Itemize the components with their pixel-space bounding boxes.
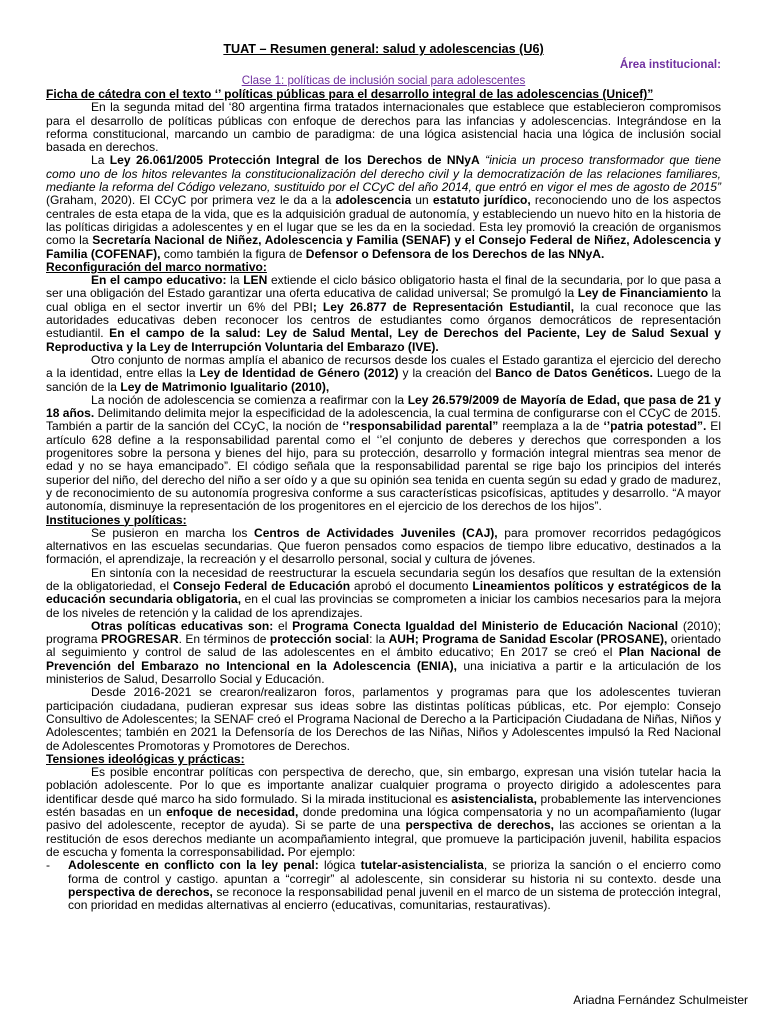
paragraph-2: La Ley 26.061/2005 Protección Integral de los Derechos de NNyA “inicia un proceso transformador que tiene como uno de los hitos relevantes la constitucionalización del derecho civil y la democratización de las relaciones familiares, mediante la reforma del Código velezano, sustituido por el CCyC del año 2014, que entró en vigor el mes de agosto de 2015” (Graham, 2020). El CCyC por primera vez le da a la adolescencia un estatuto jurídico, reconociendo uno de los aspectos centrales de esta etapa de la vida, que es la adquisición gradual de autonomía, y estableciendo un nuevo hito en la historia de las políticas dirigidas a adolescentes y en el lugar que se les da en la sociedad. Esta ley promovió la creación de organismos como la Secretaría Nacional de Niñez, Adolescencia y Familia (SENAF) y el Consejo Federal de Niñez, Adolescencia y Familia (COFENAF), como también la figura de Defensor o Defensora de los Derechos de las NNyA. [46, 153, 721, 261]
paragraph-8: Otras políticas educativas son: el Programa Conecta Igualdad del Ministerio de Educación Nacional (2010); programa PROGRESAR. En términos de protección social: la AUH; Programa de Sanidad Escolar (PROSANE), orientado al seguimiento y control de salud de las adolescentes en el ámbito educativo; En 2017 se creó el Plan Nacional de Prevención del Embarazo no Intencional en la Adolescencia (ENIA), una iniciativa a partir e la articulación de los ministerios de Salud, Desarrollo Social y Educación. [46, 618, 721, 687]
list-item [46, 859, 721, 912]
paragraph-9: Desde 2016-2021 se crearon/realizaron foros, parlamentos y programas para que los adolescentes tuvieran participación ciudadana, pudieran expresar sus ideas sobre las distintas políticas públicas, etc. Por ejemplo: Consejo Consultivo de Adolescentes; la SENAF creó el Programa Nacional de Derecho a la Participación Ciudadana de Niñas, Niños y Adolescentes; también en 2021 la Defensoría de los Derechos de las Niñas, Niños y Adolescentes impulsó la Red Nacional de Adolescentes Promotoras y Promotores de Derechos. [46, 685, 721, 753]
document-page [46, 40, 721, 912]
bullet-text: Adolescente en conflicto con la ley penal: lógica tutelar-asistencialista, se prioriza la sanción o el encierro como forma de control y castigo. apuntan a “corregir” al adolescente, sin considerar su historia ni su contexto. desde una perspectiva de derechos, se reconoce la responsabilidad penal juvenil en el marco de un sistema de protección integral, con prioridad en medidas alternativas al encierro (educativas, comunitarias, restaurativas). [68, 858, 722, 913]
author-footer: Ariadna Fernández Schulmeister [573, 993, 748, 1007]
paragraph-10: Es posible encontrar políticas con perspectiva de derecho, que, sin embargo, expresan una visión tutelar hacia la población adolescente. Por lo que es importante analizar cualquier programa o proyecto dirigido a adolescentes para identificar desde qué marco ha sido formulado. Si la mirada institucional es asistencialista, probablemente las intervenciones estén basadas en un enfoque de necesidad, donde predomina una lógica compensatoria y no un acompañamiento (lugar pasivo del adolescente, receptor de ayuda). Si se parte de una perspectiva de derechos, las acciones se orientan a la restitución de esos derechos mediante un acompañamiento integral, que promueve la participación juvenil, habilita espacios de escucha y fomenta la corresponsabilidad. Por ejemplo: [46, 765, 721, 859]
heading-instituciones: Instituciones y políticas: [46, 512, 187, 527]
paragraph-4: Otro conjunto de normas amplía el abanico de recursos desde los cuales el Estado garantiza el ejercicio del derecho a la identidad, entre ellas la Ley de Identidad de Género (2012) y la creación del Banco de Datos Genéticos. Luego de la sanción de la Ley de Matrimonio Igualitario (2010), [46, 352, 722, 394]
paragraph-1: En la segunda mitad del ‘80 argentina firma tratados internacionales que establece que establecieron compromisos para el desarrollo de políticas públicas con enfoque de derechos para las infancias y adolescencias. Integrándose en la reforma constitucional, marcando un cambio de paradigma: de una lógica asistencial hacia una lógica de inclusión social basada en derechos. [46, 100, 721, 155]
class-subtitle: Clase 1: políticas de inclusión social para adolescentes [241, 74, 526, 87]
area-label: Área institucional: [619, 58, 721, 71]
bullet-dash: - [46, 858, 51, 873]
document-title: TUAT – Resumen general: salud y adolescencias (U6) [223, 42, 544, 56]
heading-reconfiguracion: Reconfiguración del marco normativo: [46, 259, 267, 274]
paragraph-5: La noción de adolescencia se comienza a reafirmar con la Ley 26.579/2009 de Mayoría de Edad, que pasa de 21 y 18 años. Delimitando delimita mejor la especificidad de la adolescencia, la cual termina de configurarse con el CCyC de 2015. También a partir de la sanción del CCyC, la noción de ‘’responsabilidad parental” reemplaza a la de ‘’patria potestad”. El artículo 628 define a la responsabilidad parental como el ‘’el conjunto de deberes y derechos que corresponden a los progenitores sobre la persona y bienes del hijo, para su protección, desarrollo y formación integral mientras sea menor de edad y no se haya emancipado”. El código señala que la responsabilidad parental se rige bajo los principios del interés superior del niño, del derecho del niño a ser oído y a que su opinión sea tenida en cuenta según su edad y grado de madurez, y de reconocimiento de su autonomía progresiva conforme a sus características psicofísicas, aptitudes y desarrollo. “A mayor autonomía, disminuye la representación de los progenitores en el ejercicio de los derechos de los hijos”. [46, 392, 721, 514]
ficha-heading: Ficha de cátedra con el texto ‘’ políticas públicas para el desarrollo integral de las adolescencias (Unicef)” [46, 87, 654, 101]
paragraph-3: En el campo educativo: la LEN extiende el ciclo básico obligatorio hasta el final de la secundaria, por lo que pasa a ser una obligación del Estado garantizar una oferta educativa de calidad universal; Se promulgó la Ley de Financiamiento la cual obliga en el sector invertir un 6% del PBI; Ley 26.877 de Representación Estudiantil, la cual reconoce que las autoridades educativas deben reconocer los centros de estudiantes como órganos democráticos de representación estudiantil. En el campo de la salud: Ley de Salud Mental, Ley de Derechos del Paciente, Ley de Salud Sexual y Reproductiva y la Ley de Interrupción Voluntaria del Embarazo (IVE). [46, 273, 722, 354]
heading-tensiones: Tensiones ideológicas y prácticas: [46, 751, 245, 766]
paragraph-7: En sintonía con la necesidad de reestructurar la escuela secundaria según los desafíos que resultan de la extensión de la obligatoriedad, el Consejo Federal de Educación aprobó el documento Lineamientos políticos y estratégicos de la educación secundaria obligatoria, en el cual las provincias se comprometen a iniciar los cambios necesarios para la mejora de los niveles de retención y la calidad de los aprendizajes. [46, 565, 722, 620]
document-body [46, 88, 721, 912]
paragraph-6: Se pusieron en marcha los Centros de Actividades Juveniles (CAJ), para promover recorridos pedagógicos alternativos en las escuelas secundarias. Que fueron pensados como espacios de tiempo libre educativo, destinados a la formación, el aprendizaje, la recreación y el desarrollo personal, social y cultura de jóvenes. [46, 525, 721, 567]
